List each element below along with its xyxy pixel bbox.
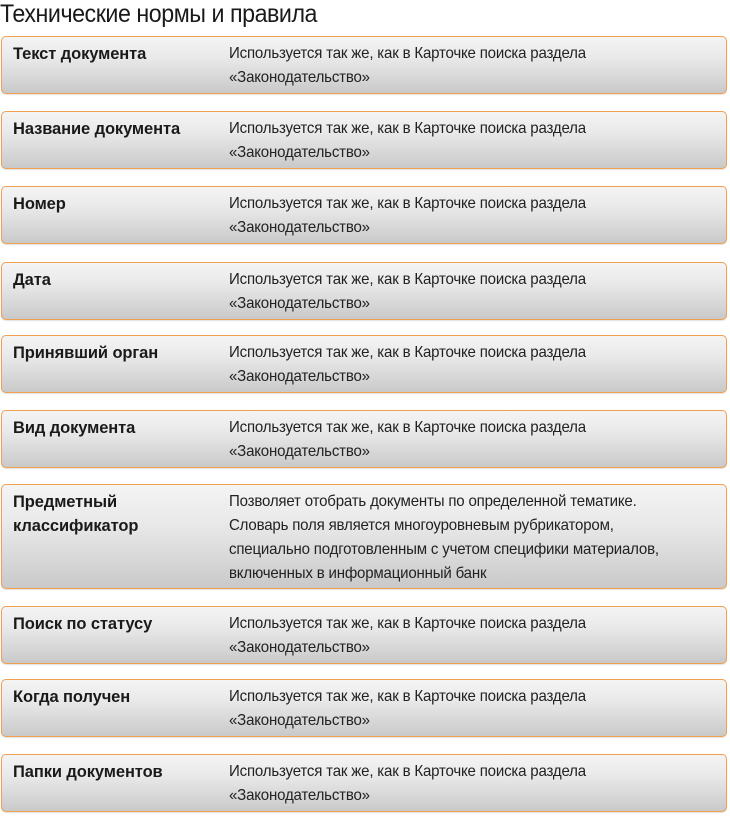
field-label: Название документа — [13, 120, 181, 138]
field-label: Дата — [13, 271, 51, 289]
field-row-document-name — [1, 111, 727, 169]
field-row-document-text — [1, 36, 727, 94]
field-row-document-type — [1, 410, 727, 468]
page-title: Технические нормы и правила — [0, 0, 318, 28]
field-row-issuing-authority — [1, 335, 727, 393]
field-description: Используется так же, как в Карточке поиска раздела «Законодательство» — [229, 763, 586, 804]
field-row-status-search — [1, 606, 727, 664]
field-row-number — [1, 186, 727, 244]
field-description: Используется так же, как в Карточке поиска раздела «Законодательство» — [229, 120, 586, 161]
field-description: Используется так же, как в Карточке поиска раздела «Законодательство» — [229, 195, 586, 236]
field-description: Используется так же, как в Карточке поиска раздела «Законодательство» — [229, 615, 586, 656]
field-label: Поиск по статусу — [13, 615, 153, 633]
field-description: Используется так же, как в Карточке поиска раздела «Законодательство» — [229, 45, 586, 86]
field-row-document-folders — [1, 754, 727, 812]
field-description: Позволяет отобрать документы по определенной тематике. Словарь поля является многоуровневым рубрикатором, специально подготовленным с учетом специфики материалов, включенных в информационный банк — [229, 493, 659, 582]
field-description: Используется так же, как в Карточке поиска раздела «Законодательство» — [229, 344, 586, 385]
field-label: Номер — [13, 195, 66, 213]
field-description: Используется так же, как в Карточке поиска раздела «Законодательство» — [229, 419, 586, 460]
field-label: Предметный классификатор — [13, 493, 139, 535]
field-label: Вид документа — [13, 419, 136, 437]
field-label: Папки документов — [13, 763, 163, 781]
field-row-received-date — [1, 679, 727, 737]
field-row-subject-classifier — [1, 484, 727, 589]
field-label: Текст документа — [13, 45, 147, 63]
field-row-date — [1, 262, 727, 320]
field-description: Используется так же, как в Карточке поиска раздела «Законодательство» — [229, 688, 586, 729]
field-label: Когда получен — [13, 688, 131, 706]
field-label: Принявший орган — [13, 344, 159, 362]
field-description: Используется так же, как в Карточке поиска раздела «Законодательство» — [229, 271, 586, 312]
